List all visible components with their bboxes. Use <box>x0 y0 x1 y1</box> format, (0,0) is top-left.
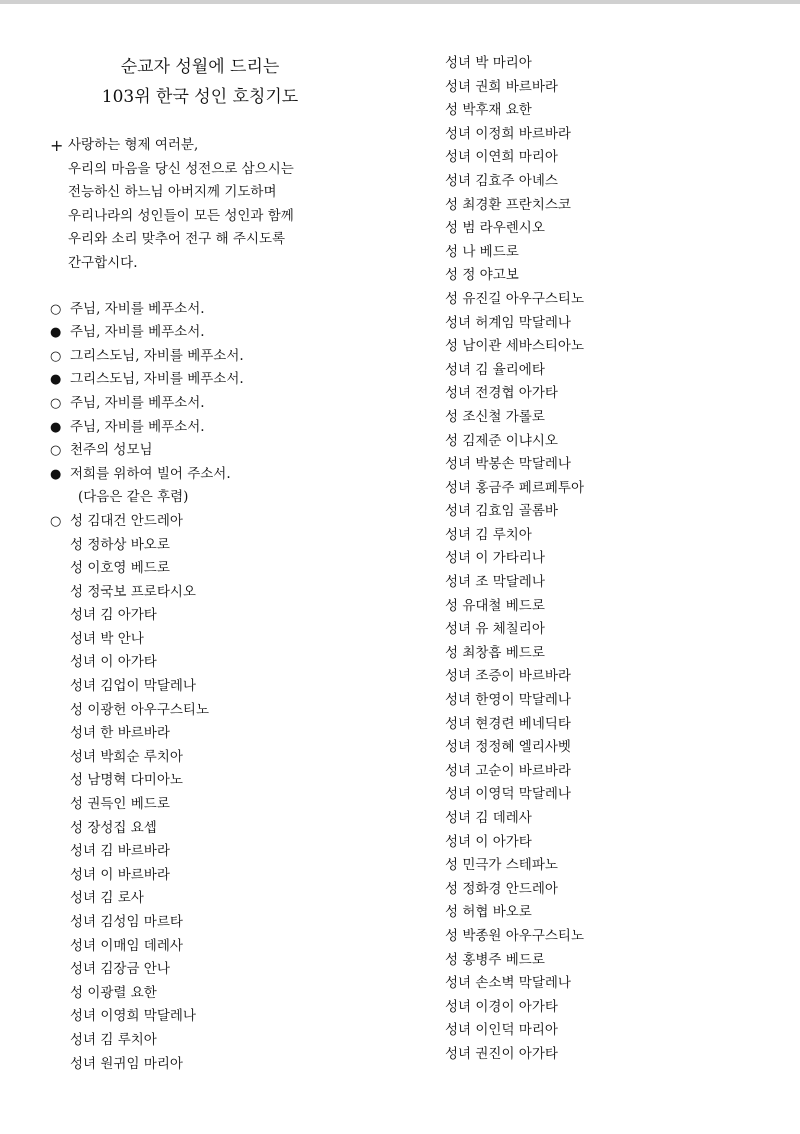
saint-name: 성녀 김효주 아녜스 <box>445 172 558 189</box>
saint-name: 성녀 정정혜 엘리사벳 <box>445 739 571 756</box>
saint-name: 성 박후재 요한 <box>445 102 532 119</box>
saint-name: 성녀 김 로사 <box>70 890 144 907</box>
saint-name: 성녀 이경이 아가타 <box>445 998 558 1015</box>
cross-icon: + <box>50 136 64 155</box>
saint-name: 성 나 베드로 <box>445 243 519 260</box>
saint-name: 성녀 현경련 베네딕타 <box>445 715 571 732</box>
refrain-note: (다음은 같은 후렴) <box>78 489 189 506</box>
saint-name: 성녀 손소벽 막달레나 <box>445 975 571 992</box>
litany-row <box>50 463 390 487</box>
title-line-1: 순교자 성월에 드리는 <box>120 57 280 77</box>
saint-name: 성녀 조 막달레나 <box>445 574 545 591</box>
litany-text: 주님, 자비를 베푸소서. <box>70 324 205 341</box>
litany-text: 그리스도님, 자비를 베푸소서. <box>70 371 244 388</box>
saint-name: 성녀 이영덕 막달레나 <box>445 786 571 803</box>
intro-line: 간구합시다. <box>68 254 138 271</box>
saints-list-left <box>50 534 390 1077</box>
intro-line: 사랑하는 형제 여러분, <box>68 137 199 153</box>
saint-name: 성 유진길 아우구스티노 <box>445 290 584 307</box>
title-line-2: 103위 한국 성인 호칭기도 <box>101 87 299 107</box>
saint-name: 성 유대철 베드로 <box>445 597 545 614</box>
open-circle-icon: ○ <box>50 395 62 411</box>
saint-name: 성녀 김업이 막달레나 <box>70 678 196 695</box>
litany-row <box>50 345 390 369</box>
filled-circle-icon: ● <box>50 466 62 482</box>
saint-name: 성녀 이 바르바라 <box>70 866 170 883</box>
filled-circle-icon: ● <box>50 372 62 388</box>
saint-name: 성녀 이매임 데레사 <box>70 937 183 954</box>
filled-circle-icon: ● <box>50 419 62 435</box>
saint-name: 성 조신철 가롤로 <box>445 408 545 425</box>
saint-name: 성녀 김장금 안나 <box>70 961 170 978</box>
saint-name: 성녀 원귀임 마리아 <box>70 1055 183 1072</box>
saint-name: 성 남이관 세바스티아노 <box>445 338 584 355</box>
saint-name: 성녀 이 아가타 <box>70 654 157 671</box>
saint-name: 성 김제준 이냐시오 <box>445 432 558 449</box>
filled-circle-icon: ● <box>50 325 62 341</box>
litany-text: 천주의 성모님 <box>70 442 153 459</box>
saint-name: 성 최경환 프란치스코 <box>445 196 571 213</box>
saint-name: 성녀 유 체칠리아 <box>445 621 545 638</box>
saint-name: 성 박종원 아우구스티노 <box>445 927 584 944</box>
saint-name: 성녀 박 마리아 <box>445 55 532 71</box>
left-column <box>50 52 390 1076</box>
intro-line: 전능하신 하느님 아버지께 기도하며 <box>68 184 277 201</box>
saint-name: 성 이호영 베드로 <box>70 560 170 577</box>
saint-name: 성녀 박봉손 막달레나 <box>445 456 571 473</box>
litany-row <box>50 298 390 322</box>
first-saint-row <box>50 510 390 534</box>
saint-name: 성 범 라우렌시오 <box>445 220 545 237</box>
litany-row <box>50 416 390 440</box>
saint-name: 성 권득인 베드로 <box>70 796 170 813</box>
intro-paragraph <box>50 134 390 276</box>
saint-name: 성녀 박희순 루치아 <box>70 748 183 765</box>
saint-name: 성 이광렬 요한 <box>70 984 157 1001</box>
saint-name: 성 정 야고보 <box>445 267 519 284</box>
top-border <box>0 0 800 4</box>
litany-text: 주님, 자비를 베푸소서. <box>70 300 205 317</box>
saint-name: 성 김대건 안드레아 <box>70 512 183 529</box>
intro-line: 우리의 마음을 당신 성전으로 삼으시는 <box>68 160 294 177</box>
saint-name: 성녀 김 데레사 <box>445 810 532 826</box>
litany-text: 저희를 위하여 빌어 주소서. <box>70 465 231 482</box>
litany-responses <box>50 298 390 534</box>
saint-name: 성녀 김 율리에타 <box>445 361 545 378</box>
saint-name: 성 이광헌 아우구스티노 <box>70 701 209 718</box>
saint-name: 성녀 권희 바르바라 <box>445 78 558 95</box>
open-circle-icon: ○ <box>50 443 62 459</box>
saint-name: 성녀 허계임 막달레나 <box>445 314 571 331</box>
saint-name: 성녀 박 안나 <box>70 630 144 647</box>
saint-name: 성 허협 바오로 <box>445 904 532 921</box>
open-circle-icon: ○ <box>50 348 62 364</box>
saint-name: 성녀 한영이 막달레나 <box>445 692 571 709</box>
saint-name: 성 남명혁 다미아노 <box>70 772 183 789</box>
saint-name: 성녀 이정희 바르바라 <box>445 125 571 142</box>
saint-name: 성녀 김성임 마르타 <box>70 914 183 930</box>
right-column <box>445 52 785 1067</box>
saint-name: 성 홍병주 베드로 <box>445 951 545 968</box>
litany-text: 주님, 자비를 베푸소서. <box>70 418 205 435</box>
litany-row <box>50 439 390 463</box>
saint-name: 성녀 한 바르바라 <box>70 725 170 742</box>
saint-name: 성녀 김 루치아 <box>445 526 532 543</box>
litany-text: 주님, 자비를 베푸소서. <box>70 394 205 411</box>
intro-line: 우리나라의 성인들이 모든 성인과 함께 <box>68 207 294 224</box>
saint-name: 성녀 김 아가타 <box>70 607 157 624</box>
open-circle-icon: ○ <box>50 301 62 317</box>
litany-text: 그리스도님, 자비를 베푸소서. <box>70 347 244 364</box>
litany-row <box>50 392 390 416</box>
saint-name: 성녀 전경협 아가타 <box>445 385 558 402</box>
litany-row <box>50 321 390 345</box>
saint-name: 성녀 이 아가타 <box>445 833 532 850</box>
open-circle-icon: ○ <box>50 513 62 529</box>
saint-name: 성녀 이연희 마리아 <box>445 149 558 166</box>
saint-name: 성 정국보 프로타시오 <box>70 583 196 600</box>
saint-name: 성녀 이 가타리나 <box>445 550 545 567</box>
intro-line: 우리와 소리 맞추어 전구 해 주시도록 <box>68 231 286 248</box>
saint-name: 성녀 김효임 골롬바 <box>445 503 558 520</box>
saint-name: 성녀 권진이 아가타 <box>445 1045 558 1062</box>
litany-row <box>50 368 390 392</box>
saint-name: 성녀 고순이 바르바라 <box>445 762 571 779</box>
saint-name: 성녀 김 바르바라 <box>70 843 170 860</box>
saint-name: 성녀 홍금주 페르페투아 <box>445 479 584 496</box>
saint-name: 성 정하상 바오로 <box>70 536 170 553</box>
document-title <box>50 52 350 112</box>
saint-name: 성녀 이영희 막달레나 <box>70 1008 196 1025</box>
saint-name: 성 장성집 요셉 <box>70 819 157 836</box>
saint-name: 성녀 이인덕 마리아 <box>445 1022 558 1039</box>
saint-name: 성녀 조증이 바르바라 <box>445 668 571 685</box>
saint-name: 성 정화경 안드레아 <box>445 880 558 897</box>
saint-name: 성 민극가 스테파노 <box>445 857 558 874</box>
saint-name: 성녀 김 루치아 <box>70 1031 157 1048</box>
saint-name: 성 최창흡 베드로 <box>445 644 545 661</box>
